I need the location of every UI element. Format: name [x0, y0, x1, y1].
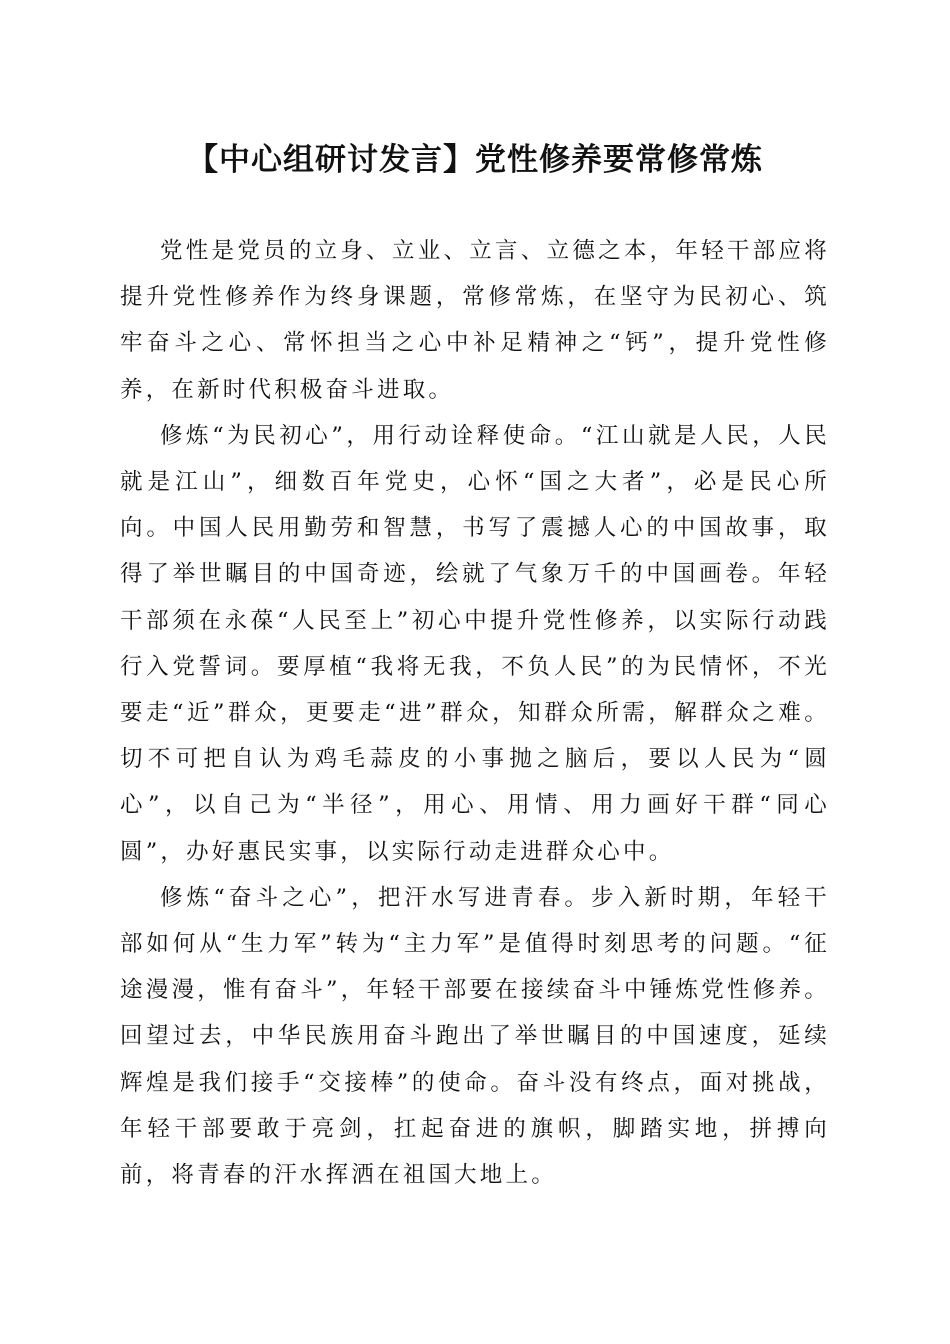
- paragraph-people-first: 修炼“为民初心”，用行动诠释使命。“江山就是人民，人民就是江山”，细数百年党史，心怀“国之大者”，必是民心所向。中国人民用勤劳和智慧，书写了震撼人心的中国故事，取得了举世瞩目的中国奇迹，绘就了气象万千的中国画卷。年轻干部须在永葆“人民至上”初心中提升党性修养，以实际行动践行入党誓词。要厚植“我将无我，不负人民”的为民情怀，不光要走“近”群众，更要走“进”群众，知群众所需，解群众之难。切不可把自认为鸡毛蒜皮的小事抛之脑后，要以人民为“圆心”，以自己为“半径”，用心、用情、用力画好干群“同心圆”，办好惠民实事，以实际行动走进群众心中。: [120, 422, 830, 865]
- paragraph-intro: 党性是党员的立身、立业、立言、立德之本，年轻干部应将提升党性修养作为终身课题，常修常炼，在坚守为民初心、筑牢奋斗之心、常怀担当之心中补足精神之“钙”，提升党性修养，在新时代积极奋斗进取。: [120, 238, 830, 403]
- document-title: 【中心组研讨发言】党性修养要常修常炼: [187, 142, 763, 178]
- paragraph-struggle: 修炼“奋斗之心”，把汗水写进青春。步入新时期，年轻干部如何从“生力军”转为“主力军”是值得时刻思考的问题。“征途漫漫，惟有奋斗”，年轻干部要在接续奋斗中锤炼党性修养。回望过去，中华民族用奋斗跑出了举世瞩目的中国速度，延续辉煌是我们接手“交接棒”的使命。奋斗没有终点，面对挑战，年轻干部要敢于亮剑，扛起奋进的旗帜，脚踏实地，拼搏向前，将青春的汗水挥洒在祖国大地上。: [120, 884, 830, 1189]
- document-body: [120, 228, 830, 1198]
